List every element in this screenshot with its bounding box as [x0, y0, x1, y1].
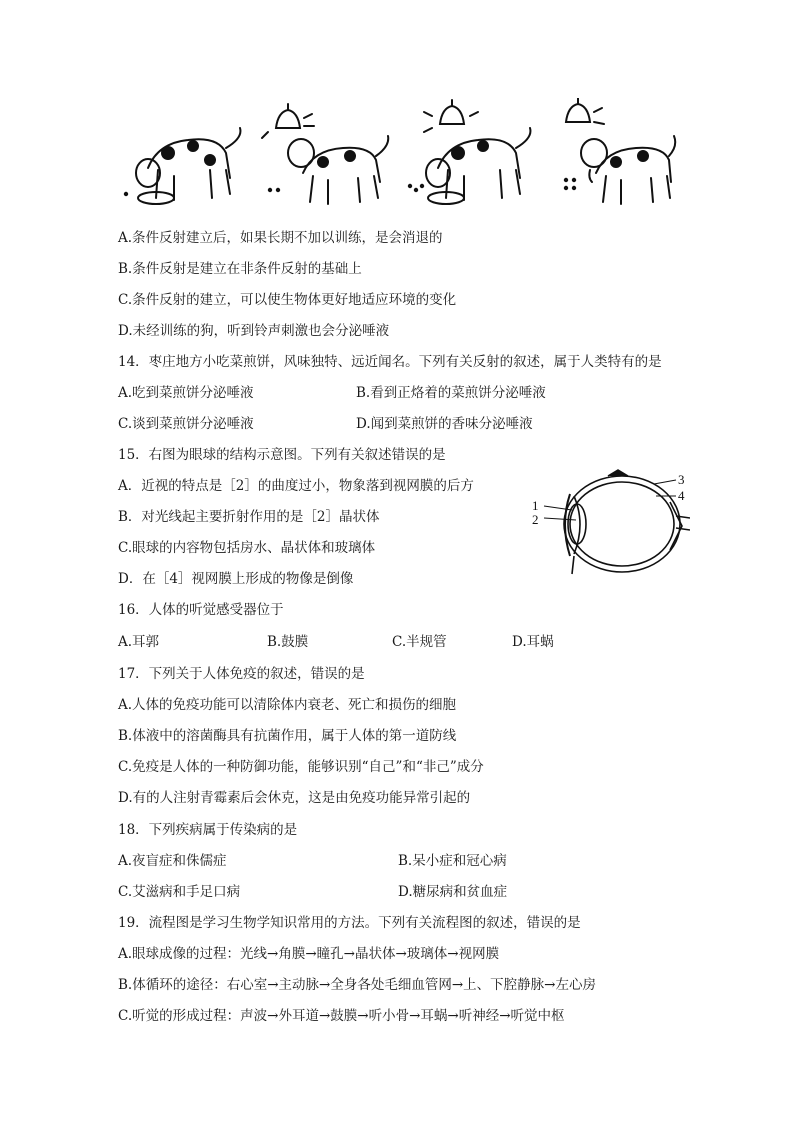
- q15-option-d: D．在［4］视网膜上形成的物像是倒像: [118, 571, 354, 587]
- q13-option-b: B.条件反射是建立在非条件反射的基础上: [118, 261, 362, 277]
- dog-listening: [288, 136, 388, 204]
- q13-option-a: A.条件反射建立后，如果长期不加以训练，是会消退的: [118, 230, 443, 246]
- dog-eating-2: [426, 128, 530, 204]
- q14-option-c: C.谈到菜煎饼分泌唾液: [118, 416, 254, 432]
- q14-stem: 14．枣庄地方小吃菜煎饼，风味独特、远近闻名。下列有关反射的叙述，属于人类特有的是: [118, 354, 662, 370]
- q17-option-b: B.体液中的溶菌酶具有抗菌作用，属于人体的第一道防线: [118, 728, 457, 744]
- q14-option-d: D.闻到菜煎饼的香味分泌唾液: [356, 416, 533, 432]
- q16-option-a: A.耳郭: [118, 634, 160, 650]
- dog-eating-1: [136, 128, 240, 204]
- q19-stem: 19．流程图是学习生物学知识常用的方法。下列有关流程图的叙述，错误的是: [118, 915, 581, 931]
- q18-option-b: B.呆小症和冠心病: [398, 853, 507, 869]
- q17-option-c: C.免疫是人体的一种防御功能，能够识别“自己”和“非己”成分: [118, 759, 484, 775]
- q14-option-b: B.看到正烙着的菜煎饼分泌唾液: [356, 385, 546, 401]
- q17-stem: 17．下列关于人体免疫的叙述，错误的是: [118, 666, 365, 682]
- q16-option-c: C.半规管: [392, 634, 447, 650]
- q15-stem: 15．右图为眼球的结构示意图。下列有关叙述错误的是: [118, 447, 446, 463]
- dog-salivating: [581, 136, 675, 204]
- q13-option-c: C.条件反射的建立，可以使生物体更好地适应环境的变化: [118, 292, 457, 308]
- q17-option-a: A.人体的免疫功能可以清除体内衰老、死亡和损伤的细胞: [118, 697, 457, 713]
- eye-label-2: 2: [532, 512, 539, 527]
- q17-option-d: D.有的人注射青霉素后会休克，这是由免疫功能异常引起的: [118, 790, 471, 806]
- q19-option-b: B.体循环的途径：右心室→主动脉→全身各处毛细血管网→上、下腔静脉→左心房: [118, 977, 596, 993]
- eye-structure-diagram: [530, 466, 690, 582]
- eye-label-1: 1: [532, 498, 539, 513]
- bell-icon-2: [424, 100, 478, 132]
- eye-label-3: 3: [678, 472, 685, 487]
- bell-icon-1: [262, 104, 314, 138]
- q16-option-d: D.耳蜗: [512, 634, 554, 650]
- q16-option-b: B.鼓膜: [267, 634, 309, 650]
- q15-option-c: C.眼球的内容物包括房水、晶状体和玻璃体: [118, 540, 376, 556]
- eye-label-4: 4: [678, 488, 685, 503]
- q18-option-a: A.夜盲症和侏儒症: [118, 853, 227, 869]
- q18-stem: 18．下列疾病属于传染病的是: [118, 822, 298, 838]
- q16-stem: 16．人体的听觉感受器位于: [118, 602, 284, 618]
- q13-option-d: D.未经训练的狗，听到铃声刺激也会分泌唾液: [118, 323, 390, 339]
- bell-icon-3: [566, 98, 604, 124]
- q14-option-a: A.吃到菜煎饼分泌唾液: [118, 385, 254, 401]
- q19-option-a: A.眼球成像的过程：光线→角膜→瞳孔→晶状体→玻璃体→视网膜: [118, 946, 500, 962]
- q18-option-c: C.艾滋病和手足口病: [118, 884, 241, 900]
- q15-option-b: B．对光线起主要折射作用的是［2］晶状体: [118, 509, 380, 525]
- q15-option-a: A．近视的特点是［2］的曲度过小，物象落到视网膜的后方: [118, 478, 474, 494]
- q18-option-d: D.糖尿病和贫血症: [398, 884, 508, 900]
- q19-option-c: C.听觉的形成过程：声波→外耳道→鼓膜→听小骨→耳蜗→听神经→听觉中枢: [118, 1008, 565, 1024]
- pavlov-dog-illustration: [118, 98, 678, 216]
